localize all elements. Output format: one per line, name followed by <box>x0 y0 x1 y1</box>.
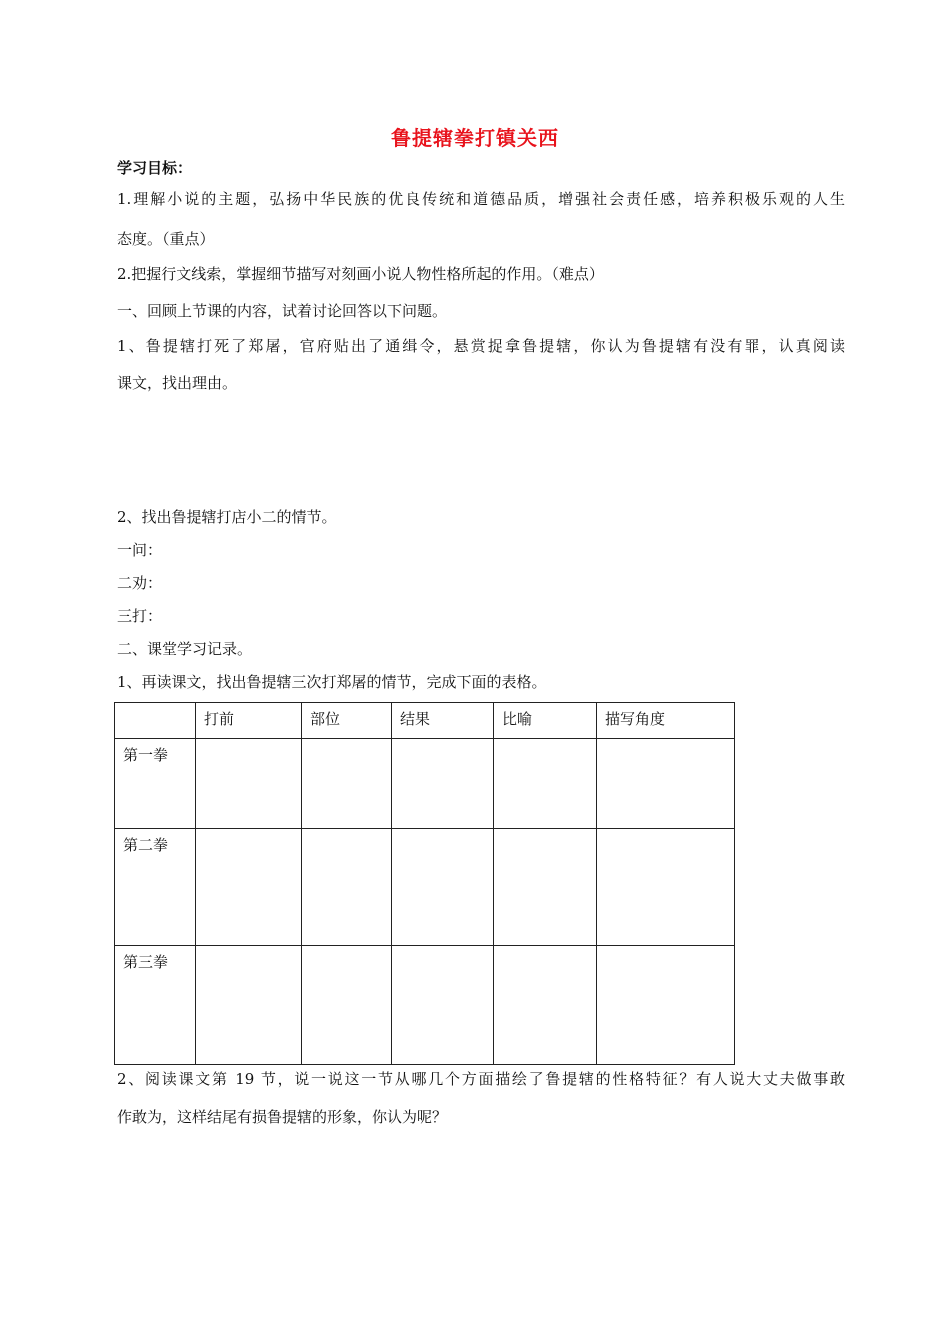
answer-cell[interactable] <box>196 739 302 829</box>
objective-1-line-2: 态度。（重点） <box>117 230 215 248</box>
table-header-cell: 比喻 <box>494 703 597 739</box>
answer-cell[interactable] <box>392 739 494 829</box>
question-2-step-3: 三打： <box>117 607 163 625</box>
question-2: 2、找出鲁提辖打店小二的情节。 <box>117 508 337 526</box>
answer-cell[interactable] <box>302 829 392 946</box>
section-2-question-1: 1、再读课文，找出鲁提辖三次打郑屠的情节，完成下面的表格。 <box>117 673 547 691</box>
question-1-line-1: 1、鲁提辖打死了郑屠，官府贴出了通缉令，悬赏捉拿鲁提辖，你认为鲁提辖有没有罪，认真阅读 <box>117 337 845 355</box>
answer-cell[interactable] <box>494 946 597 1065</box>
section-1-heading: 一、回顾上节课的内容，试着讨论回答以下问题。 <box>117 302 448 320</box>
answer-cell[interactable] <box>392 829 494 946</box>
punch-analysis-table <box>114 702 735 1065</box>
objective-1-line-1: 1.理解小说的主题，弘扬中华民族的优良传统和道德品质，增强社会责任感，培养积极乐观的人生 <box>117 190 845 208</box>
answer-cell[interactable] <box>196 946 302 1065</box>
answer-cell[interactable] <box>494 829 597 946</box>
answer-cell[interactable] <box>494 739 597 829</box>
table-row <box>115 829 735 946</box>
question-1-line-2: 课文，找出理由。 <box>117 374 238 392</box>
table-header-cell: 描写角度 <box>597 703 735 739</box>
answer-cell[interactable] <box>302 739 392 829</box>
table-header-cell <box>115 703 196 739</box>
table-row <box>115 739 735 829</box>
question-2-step-1: 一问： <box>117 541 163 559</box>
row-label: 第一拳 <box>115 739 196 829</box>
section-2-question-2-line-1: 2、阅读课文第 19 节，说一说这一节从哪几个方面描绘了鲁提辖的性格特征？有人说大丈夫做事敢 <box>117 1070 845 1088</box>
answer-cell[interactable] <box>196 829 302 946</box>
answer-cell[interactable] <box>597 829 735 946</box>
answer-cell[interactable] <box>392 946 494 1065</box>
table-header-cell: 部位 <box>302 703 392 739</box>
table-header-cell: 打前 <box>196 703 302 739</box>
question-2-step-2: 二劝： <box>117 574 163 592</box>
row-label: 第三拳 <box>115 946 196 1065</box>
section-2-heading: 二、课堂学习记录。 <box>117 640 253 658</box>
answer-cell[interactable] <box>302 946 392 1065</box>
answer-cell[interactable] <box>597 946 735 1065</box>
row-label: 第二拳 <box>115 829 196 946</box>
table-header-cell: 结果 <box>392 703 494 739</box>
answer-cell[interactable] <box>597 739 735 829</box>
page-title: 鲁提辖拳打镇关西 <box>391 126 559 150</box>
table-header-row <box>115 703 735 739</box>
table-row <box>115 946 735 1065</box>
objective-2: 2.把握行文线索，掌握细节描写对刻画小说人物性格所起的作用。（难点） <box>117 265 604 283</box>
section-2-question-2-line-2: 作敢为，这样结尾有损鲁提辖的形象，你认为呢？ <box>117 1108 448 1126</box>
objectives-heading: 学习目标： <box>117 159 193 177</box>
